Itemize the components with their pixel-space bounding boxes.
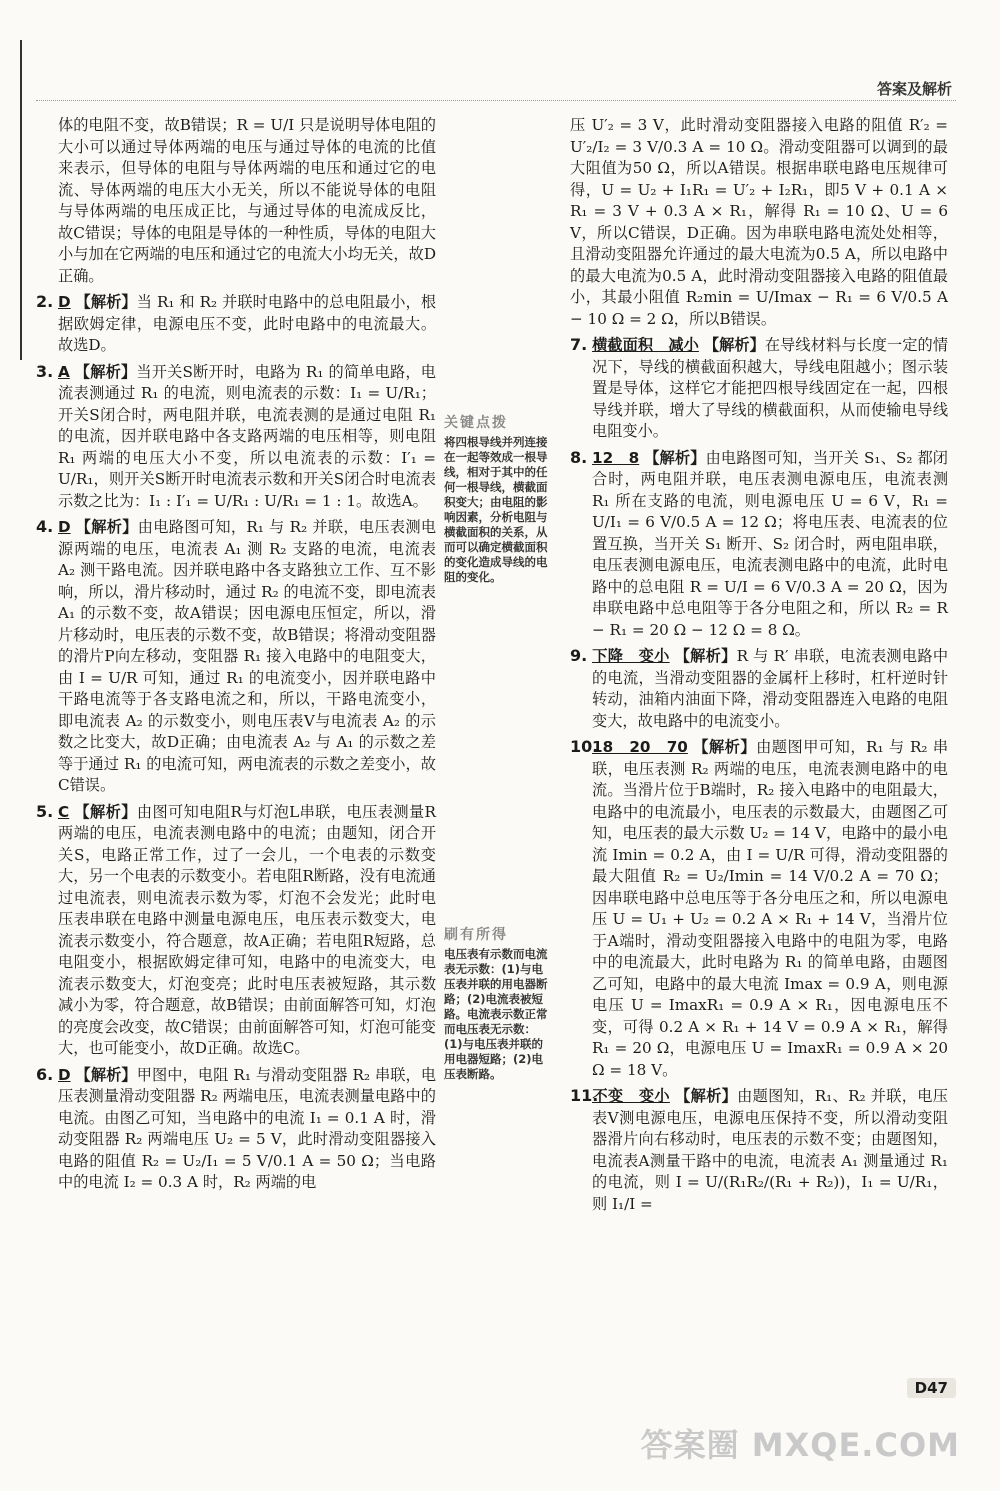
header-rule [36, 100, 956, 101]
page-header: 答案及解析 [876, 80, 952, 98]
analysis-text: 在导线材料与长度一定的情况下，导线的横截面积越大，导线电阻越小；图示装置是导体，这样它才能把四根导线固定在一起，四根导线并联，增大了导线的横截面积，从而使输电导线电阻变小。 [592, 336, 949, 440]
answer-5 [36, 801, 436, 1060]
answer-9 [570, 645, 948, 732]
right-continuation: 压 U′₂ = 3 V，此时滑动变阻器接入电路的阻值 R′₂ = U′₂/I₂ = 3 V/0.3 A = 10 Ω。滑动变阻器可以调到的最大阻值为50 Ω，所以A错误。根据串联电路电压规律可得，U = U₂ + I₁R₁ = U′₂ + I₂R₁，即5 V + 0.1 A × R₁ = 3 V + 0.3 A × R₁，解得 R₁ = 10 Ω、U = 6 V，所以C错误，D正确。因为串联电路电流处处相等，且滑动变阻器允许通过的最大电流为0.5 A，所以电路中的最大电流为0.5 A，此时滑动变阻器接入电路的阻值最小，其最小阻值 R₂min = U/Imax − R₁ = 6 V/0.5 A − 10 Ω = 2 Ω，所以B错误。 [570, 116, 948, 328]
sidebar-title: 刷有所得 [444, 927, 508, 943]
answer-key: 下降 变小 [592, 647, 670, 665]
question-number: 5. [36, 801, 54, 821]
analysis-text: 甲图中，电阻 R₁ 与滑动变阻器 R₂ 串联，电压表测量滑动变阻器 R₂ 两端电压，电流表测量电路中的电流。由图乙可知，当电路中的电流 I₁ = 0.1 A 时，滑动变阻器 R₂ 两端电压 U₂ = 5 V，此时滑动变阻器接入电路的阻值 R₂ = U₂/I₁ = 5 V/0.1 A = 50 Ω；当电路中的电流 I₂ = 0.3 A 时，R₂ 两端的电 [58, 1065, 437, 1191]
binding-line [20, 40, 22, 360]
sidebar-key-tips [444, 416, 548, 585]
sidebar-takeaways [444, 928, 548, 1082]
analysis-text: R 与 R′ 串联，电流表测电路中的电流，当滑动变阻器的金属杆上移时，杠杆逆时针转动，油箱内油面下降，滑动变阻器连入电路的电阻变大，故电路中的电流变小。 [592, 647, 949, 730]
page-number: D47 [907, 1378, 956, 1398]
answer-key: 18 20 70 [592, 738, 688, 756]
answer-key: 12 8 [592, 448, 640, 467]
left-continuation: 体的电阻不变，故B错误；R = U/I 只是说明导体电阻的大小可以通过导体两端的电压与通过导体的电流的比值来表示，但导体的电阻与导体两端的电压和通过它的电流、导体两端的电压大小无关，所以不能说导体的电阻与导体两端的电压成正比，与通过导体的电流成反比，故C错误；导体的电阻是导体的一种性质，导体的电阻大小与加在它两端的电压和通过它的电流大小均无关，故D正确。 [58, 116, 436, 285]
analysis-text: 由题图知，R₁、R₂ 并联，电压表V测电源电压，电源电压保持不变，所以滑动变阻器滑片向右移动时，电压表的示数不变；由题图知，电流表A测量干路中的电流，电流表 A₁ 测量通过 R₁ 的电流，则 I = U/(R₁R₂/(R₁ + R₂))，I₁ = U/R₁，则 I₁/I = [592, 1087, 948, 1213]
analysis-tag: 【解析】 [74, 802, 137, 821]
question-number: 4. [36, 517, 54, 536]
question-number: 8. [570, 447, 588, 467]
answer-10 [570, 736, 948, 1081]
answer-4 [36, 516, 436, 797]
analysis-text: 由题图甲可知，R₁ 与 R₂ 串联，电压表测 R₂ 两端的电压，电流表测电路中的电流。当滑片位于B端时，R₂ 接入电路中的电阻最大，电路中的电流最小，电压表的示数最大，由题图乙可知，电压表的最大示数 U₂ = 14 V，电路中的最小电流 Imin = 0.2 A，由 I = U/R 可得，滑动变阻器的最大阻值 R₂ = U₂/Imin = 14 V/0.2 A = 70 Ω；因串联电路中总电压等于各分电压之和，所以电源电压 U = U₁ + U₂ = 0.2 A × R₁ + 14 V，当滑片位于A端时，滑动变阻器接入电路中的电阻为零，电路中的电流最大，此时电路为 R₁ 的简单电路，由题图乙可知，电路中的最大电流 Imax = 0.9 A，则电源电压 U = ImaxR₁ = 0.9 A × R₁，因电源电压不变，可得 0.2 A × R₁ + 14 V = 0.9 A × R₁，解得 R₁ = 20 Ω，电源电压 U = ImaxR₁ = 0.9 A × 20 Ω = 18 V。 [592, 738, 949, 1079]
left-column [36, 115, 436, 1198]
analysis-tag: 【解析】 [675, 1087, 738, 1105]
sidebar-text: 电压表有示数而电流表无示数：(1)与电压表并联的用电器断路；(2)电流表被短路。电流表示数正常而电压表无示数：(1)与电压表并联的用电器短路；(2)电压表断路。 [444, 947, 548, 1081]
answer-key: D [58, 293, 71, 311]
sidebar-title: 关键点拨 [444, 415, 508, 431]
analysis-tag: 【解析】 [75, 1065, 137, 1084]
analysis-text: 由图可知电阻R与灯泡L串联，电压表测量R两端的电压，电流表测电路中的电流；由题知，闭合开关S，电路正常工作，过了一会儿，一个电表的示数变大，另一个电表的示数变小。若电阻R断路，没有电流通过电流表，则电流表示数为零，灯泡不会发光；此时电压表串联在电路中测量电源电压，电压表示数变大，电流表示数变小，符合题意，故A正确；若电阻R短路，总电阻变小，根据欧姆定律可知，电路中的电流变大，电流表示数变大，灯泡变亮；此时电压表被短路，其示数减小为零，符合题意，故B错误；由前面解答可知，灯泡的亮度会改变，故C错误；由前面解答可知，灯泡可能变大，也可能变小，故D正确。故选C。 [58, 802, 436, 1057]
analysis-text: 由电路图可知，R₁ 与 R₂ 并联，电压表测电源两端的电压，电流表 A₁ 测 R₂ 支路的电流，电流表 A₂ 测干路电流。因并联电路中各支路独立工作、互不影响，所以，滑片移动时，通过 R₂ 的电流不变，即电流表 A₁ 的示数不变，故A错误；因电源电压恒定，所以，滑片移动时，电压表的示数不变，故B错误；将滑动变阻器的滑片P向左移动，变阻器 R₁ 接入电路中的电阻变大，由 I = U/R 可知，通过 R₁ 的电流变小，因并联电路中干路电流等于各支路电流之和，所以，干路电流变小，即电流表 A₂ 的示数变小，则电压表V与电流表 A₂ 的示数之比变大，故D正确；由电流表 A₂ 与 A₁ 的示数之差等于通过 R₁ 的电流可知，两电流表的示数之差变小，故C错误。 [58, 518, 437, 794]
question-number: 10. [570, 737, 599, 756]
question-number: 3. [36, 361, 54, 381]
analysis-tag: 【解析】 [644, 448, 706, 467]
analysis-tag: 【解析】 [703, 336, 765, 354]
answer-11 [570, 1085, 948, 1215]
question-number: 6. [36, 1064, 54, 1084]
answer-key: A [58, 362, 70, 381]
question-number: 9. [570, 646, 588, 665]
answer-key: D [58, 1065, 71, 1084]
answer-key: 横截面积 减小 [592, 336, 699, 354]
watermark-logo: 答案圈 MXQE.COM [640, 1426, 960, 1464]
analysis-tag: 【解析】 [75, 293, 137, 311]
analysis-text: 当 R₁ 和 R₂ 并联时电路中的总电阻最小，根据欧姆定律，电源电压不变，此时电路中的电流最大。故选D。 [58, 293, 437, 354]
question-number: 2. [36, 292, 54, 311]
analysis-tag: 【解析】 [674, 647, 737, 665]
answer-6 [36, 1064, 436, 1194]
right-column [570, 115, 948, 1219]
sidebar-text: 将四根导线并列连接在一起等效成一根导线，相对于其中的任何一根导线，横截面积变大；由电阻的影响因素，分析电阻与横截面积的关系，从而可以确定横截面积的变化造成导线的电阻的变化。 [444, 435, 548, 584]
answer-3 [36, 361, 436, 513]
answer-2 [36, 291, 436, 357]
analysis-tag: 【解析】 [75, 518, 138, 536]
answer-key: C [58, 802, 70, 821]
analysis-tag: 【解析】 [693, 738, 757, 756]
question-number: 7. [570, 335, 588, 354]
answer-key: 不变 变小 [592, 1087, 670, 1105]
answer-7 [570, 334, 948, 443]
analysis-text: 由电路图可知，当开关 S₁、S₂ 都闭合时，两电阻并联，电压表测电源电压，电流表测 R₁ 所在支路的电流，则电源电压 U = 6 V，R₁ = U/I₁ = 6 V/0.5 A = 12 Ω；将电压表、电流表的位置互换，当开关 S₁ 断开、S₂ 闭合时，两电阻串联，电压表测电源电压，电流表测电路中的电流，此时电路中的总电阻 R = U/I = 6 V/0.3 A = 20 Ω，因为串联电路中总电阻等于各分电阻之和，所以 R₂ = R − R₁ = 20 Ω − 12 Ω = 8 Ω。 [592, 448, 948, 639]
analysis-tag: 【解析】 [74, 362, 137, 381]
analysis-text: 当开关S断开时，电路为 R₁ 的简单电路，电流表测通过 R₁ 的电流，则电流表的示数：I₁ = U/R₁；开关S闭合时，两电阻并联，电流表测的是通过电阻 R₁ 的电流，因并联电路中各支路两端的电压相等，则电阻 R₁ 两端的电压大小不变，所以电流表的示数：I′₁ = U/R₁，则开关S断开时电流表示数和开关S闭合时电流表示数之比为：I₁ : I′₁ = U/R₁ : U/R₁ = 1 : 1。故选A。 [58, 362, 436, 510]
answer-8 [570, 447, 948, 642]
question-number: 11. [570, 1086, 599, 1105]
answer-key: D [58, 518, 71, 536]
